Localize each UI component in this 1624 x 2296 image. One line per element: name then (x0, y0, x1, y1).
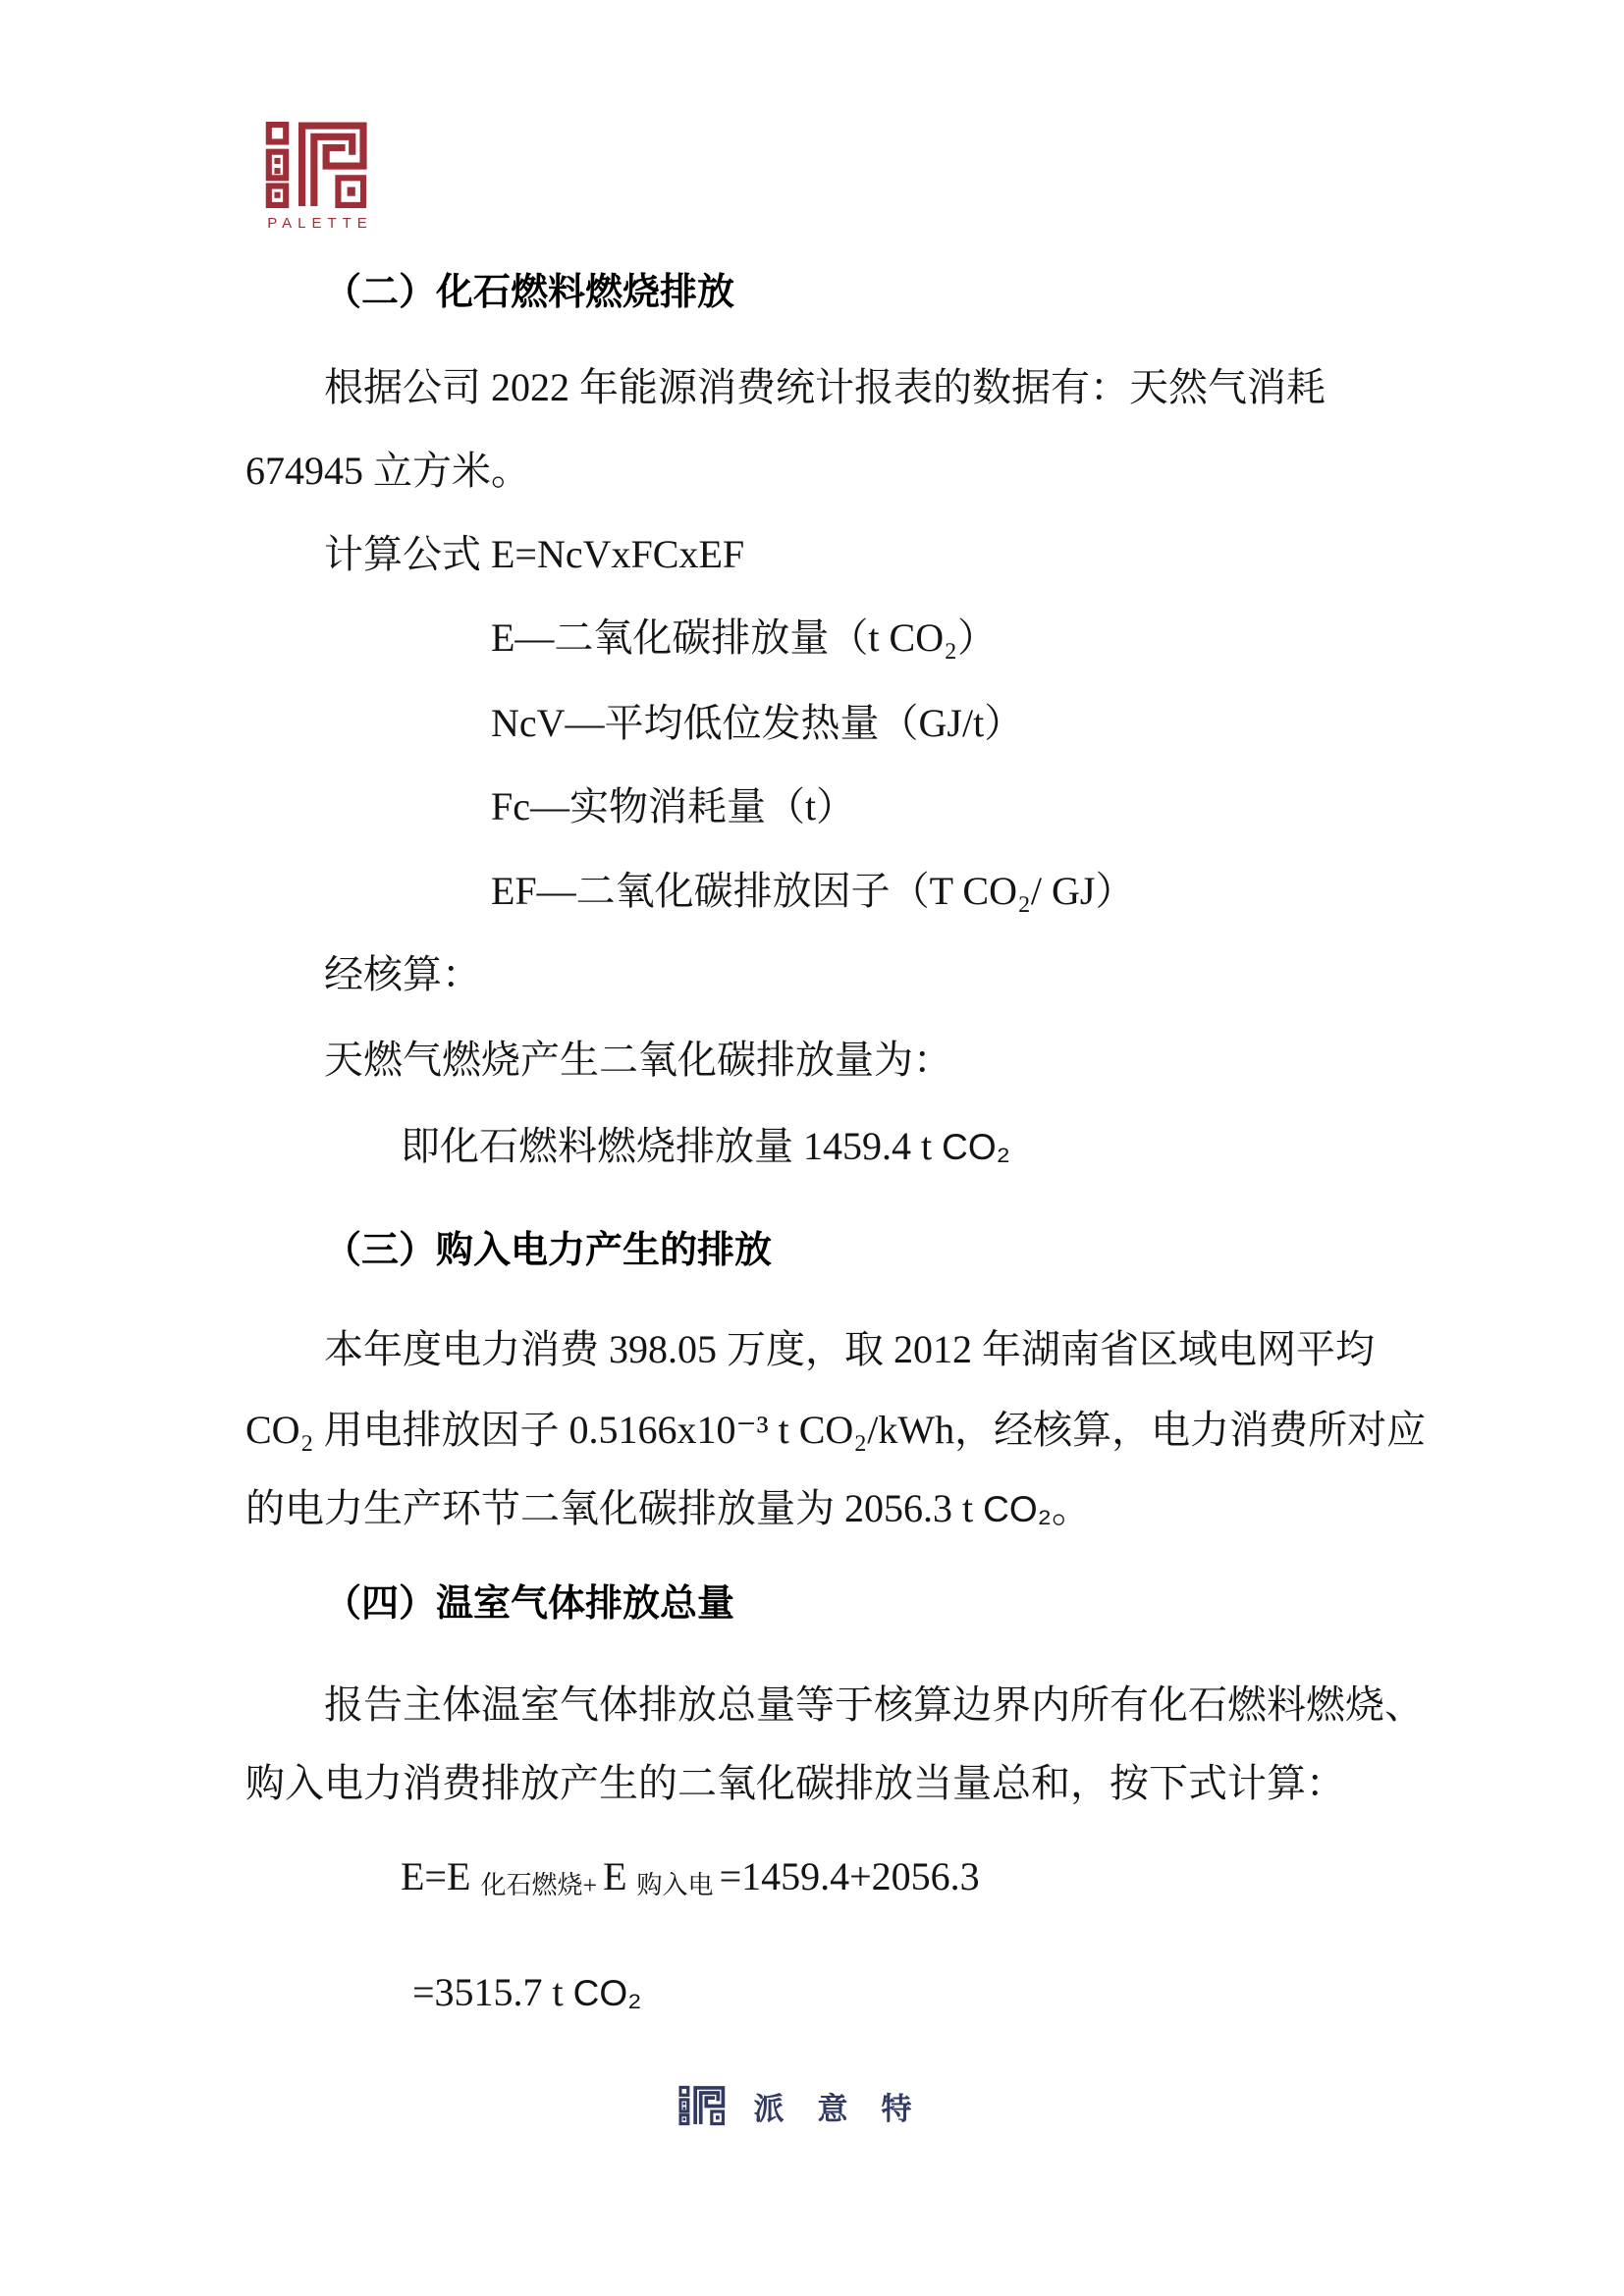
section-heading-total-ghg: （四）温室气体排放总量 (324, 1583, 735, 1625)
paragraph-natural-gas-result-intro: 天燃气燃烧产生二氧化碳排放量为： (324, 1038, 952, 1082)
formula-sub-fossil: 化石燃烧+ (480, 1871, 598, 1899)
paragraph-total-line1: 报告主体温室气体排放总量等于核算边界内所有化石燃料燃烧、 (324, 1682, 1424, 1727)
period: 。 (1052, 1486, 1091, 1530)
electricity-result-text: 的电力生产环节二氧化碳排放量为 2056.3 t (245, 1486, 984, 1530)
co2-unit: CO₂ (572, 1973, 642, 2013)
formula-sum: =1459.4+2056.3 (719, 1854, 980, 1898)
paragraph-energy-data-line2: 674945 立方米。 (245, 449, 530, 493)
formula-sub-power: 购入电 (636, 1871, 714, 1899)
paragraph-total-line2: 购入电力消费排放产生的二氧化碳排放当量总和，按下式计算： (245, 1761, 1345, 1805)
formula-e2: E (603, 1854, 627, 1898)
fossil-emission-result-text: 即化石燃料燃烧排放量 1459.4 t (401, 1124, 943, 1168)
variable-def-ncv: NcV—平均低位发热量（GJ/t） (491, 701, 1024, 745)
paragraph-electricity-line1: 本年度电力消费 398.05 万度，取 2012 年湖南省区域电网平均 (324, 1327, 1375, 1371)
variable-def-e: E—二氧化碳排放量（t CO₂） (491, 615, 998, 660)
section-heading-purchased-electricity: （三）购入电力产生的排放 (324, 1230, 773, 1271)
total-formula-result (245, 1950, 1414, 2034)
header-logo (265, 122, 375, 232)
formula-e-terms: E=E (401, 1854, 471, 1898)
brand-word: PALETTE (267, 215, 373, 232)
variable-def-ef: EF—二氧化碳排放因子（T CO₂/ GJ） (491, 869, 1135, 913)
paragraph-electricity-line3 (245, 1467, 1414, 1550)
variable-def-fc: Fc—实物消耗量（t） (491, 784, 856, 828)
total-formula (245, 1835, 1414, 1918)
paiyite-logo-icon (679, 2083, 729, 2128)
paragraph-electricity-line2: CO₂ 用电排放因子 0.5166x10⁻³ t CO₂/kWh，经核算，电力消费所对应 (245, 1408, 1427, 1452)
formula-definition: 计算公式 E=NcVxFCxEF (324, 532, 745, 576)
paragraph-energy-data-line1: 根据公司 2022 年能源消费统计报表的数据有：天然气消耗 (324, 365, 1326, 409)
footer-brand-word: 派意特 (753, 2091, 946, 2126)
section-heading-fossil-fuel: （二）化石燃料燃烧排放 (324, 272, 735, 313)
palette-logo-icon (265, 122, 375, 208)
footer-brand (679, 2083, 946, 2128)
paragraph-after-accounting: 经核算： (324, 952, 481, 996)
formula-result-text: =3515.7 t (412, 1970, 573, 2014)
fossil-emission-result (245, 1104, 1414, 1188)
co2-unit: CO₂ (983, 1489, 1052, 1529)
co2-unit: CO₂ (942, 1127, 1010, 1167)
